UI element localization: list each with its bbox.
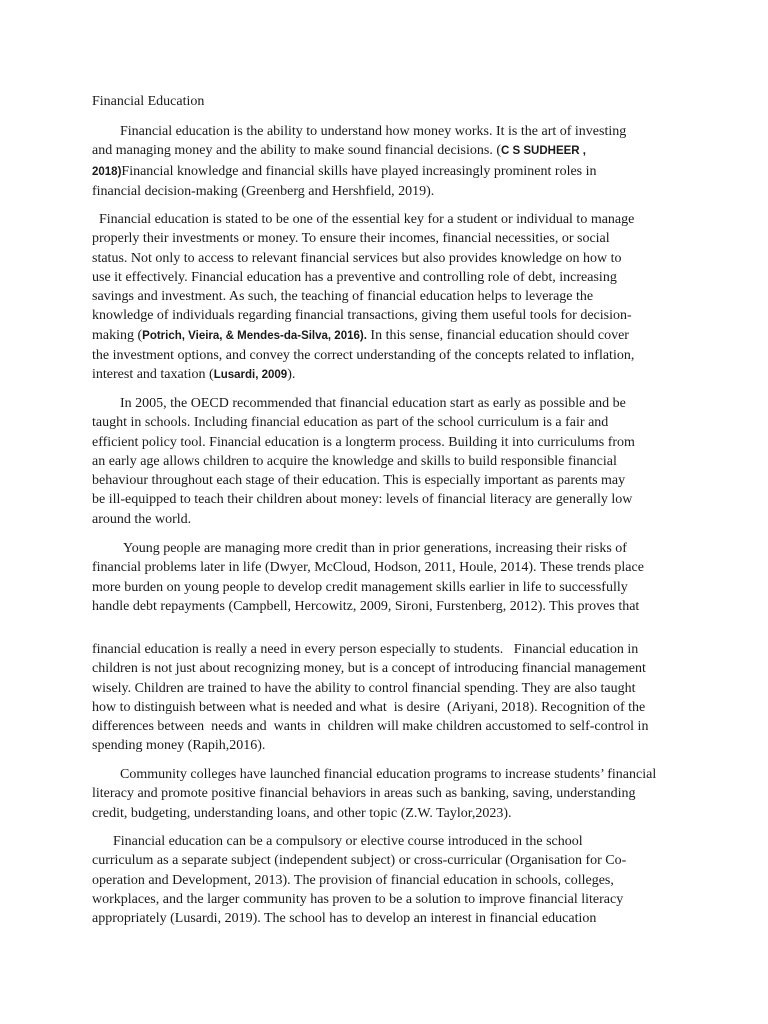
text-run: taught in schools. Including financial education as part of the school curriculum is a fair and [92,415,609,431]
paragraph [92,832,682,928]
text-line [92,306,682,325]
text-run: knowledge of individuals regarding financial transactions, giving them useful tools for decision- [92,308,632,324]
text-run: Financial education is stated to be one of the essential key for a student or individual to manage [92,212,635,227]
citation: Potrich, Vieira, & Mendes-da-Silva, 2016). [142,329,367,342]
text-line [92,365,682,385]
text-line [92,394,682,413]
paragraph [92,765,682,823]
text-line [92,765,682,784]
text-line [92,268,682,287]
paragraph [92,210,682,386]
text-line [92,558,682,577]
text-run: and managing money and the ability to make sound financial decisions. ( [92,143,502,159]
text-run: an early age allows children to acquire the knowledge and skills to build responsible financial [92,453,617,469]
text-line [92,659,682,678]
text-line [92,490,682,509]
text-line [92,141,682,161]
text-run: differences between needs and wants in children will make children accustomed to self-control in [92,719,649,735]
text-run: credit, budgeting, understanding loans, and other topic (Z.W. Taylor,2023). [92,805,512,821]
text-line [92,346,682,365]
paragraph [92,394,682,529]
text-run: curriculum as a separate subject (independent subject) or cross-curricular (Organisation for Co- [92,853,627,869]
text-line [92,909,682,928]
text-run: around the world. [92,511,192,527]
text-line [92,162,682,182]
text-run: use it effectively. Financial education has a preventive and controlling role of debt, increasing [92,269,617,285]
text-line [92,804,682,823]
text-run: appropriately (Lusardi, 2019). The school has to develop an interest in financial education [92,911,597,927]
text-run: properly their investments or money. To ensure their incomes, financial necessities, or social [92,231,610,247]
text-line [92,698,682,717]
text-line [92,871,682,890]
text-line [92,640,682,659]
text-line [92,182,682,201]
text-line [92,784,682,803]
text-run: ). [287,367,296,383]
text-line [92,471,682,490]
text-run: Financial knowledge and financial skills have played increasingly prominent roles in [121,163,597,179]
text-line [92,736,682,755]
text-run: be ill-equipped to teach their children about money: levels of financial literacy are generally low [92,492,633,508]
text-line [92,597,682,616]
text-run: efficient policy tool. Financial education is a longterm process. Building it into curriculums from [92,434,635,450]
text-run: operation and Development, 2013). The provision of financial education in schools, colleges, [92,872,614,888]
text-line [92,413,682,432]
text-line [92,210,682,229]
text-run: children is not just about recognizing money, but is a concept of introducing financial management [92,661,646,677]
text-line [92,539,682,558]
text-line [92,510,682,529]
text-run: Financial education is the ability to understand how money works. It is the art of investing [92,124,627,139]
text-line [92,717,682,736]
text-line [92,679,682,698]
citation: 2018) [92,165,122,178]
text-run: literacy and promote positive financial behaviors in areas such as banking, saving, understanding [92,786,636,802]
text-run: In 2005, the OECD recommended that financial education start as early as possible and be [92,396,626,411]
text-line [92,287,682,306]
text-run: financial problems later in life (Dwyer, McCloud, Hodson, 2011, Houle, 2014). These trends place [92,560,644,576]
text-run: wisely. Children are trained to have the ability to control financial spending. They are also taught [92,680,636,696]
text-line [92,851,682,870]
text-run: In this sense, financial education should cover [366,327,629,343]
text-run: making ( [92,327,143,343]
paragraph [92,640,682,756]
citation: Lusardi, 2009 [213,369,288,382]
text-line [92,326,682,346]
document-title: Financial Education [92,94,205,109]
text-run: Financial education can be a compulsory or elective course introduced in the school [92,834,583,849]
text-line [92,249,682,268]
text-line [92,229,682,248]
text-line [92,433,682,452]
text-run: status. Not only to access to relevant financial services but also provides knowledge on how to [92,250,622,266]
text-run: spending money (Rapih,2016). [92,738,266,754]
text-run: workplaces, and the larger community has proven to be a solution to improve financial literacy [92,891,624,907]
text-run: the investment options, and convey the correct understanding of the concepts related to inflation, [92,348,635,364]
paragraph [92,539,682,616]
text-line [92,452,682,471]
text-run: financial education is really a need in every person especially to students. Financial education in [92,642,639,657]
text-run: how to distinguish between what is needed and what is desire (Ariyani, 2018). Recognition of the [92,699,646,715]
text-run: savings and investment. As such, the teaching of financial education helps to leverage the [92,289,594,305]
text-line [92,122,682,141]
text-run: more burden on young people to develop credit management skills earlier in life to successfully [92,579,628,595]
text-line [92,832,682,851]
text-run: handle debt repayments (Campbell, Hercowitz, 2009, Sironi, Furstenberg, 2012). This proves that [92,598,640,614]
text-run: interest and taxation ( [92,367,214,383]
paragraph [92,122,682,201]
text-run: Community colleges have launched financial education programs to increase students’ financial [92,767,657,782]
text-run: behaviour throughout each stage of their education. This is especially important as parents may [92,473,626,489]
text-line [92,890,682,909]
text-run: financial decision-making (Greenberg and Hershfield, 2019). [92,183,435,199]
text-line [92,578,682,597]
citation: C S SUDHEER , [501,145,587,158]
text-run: Young people are managing more credit than in prior generations, increasing their risks of [92,541,627,556]
